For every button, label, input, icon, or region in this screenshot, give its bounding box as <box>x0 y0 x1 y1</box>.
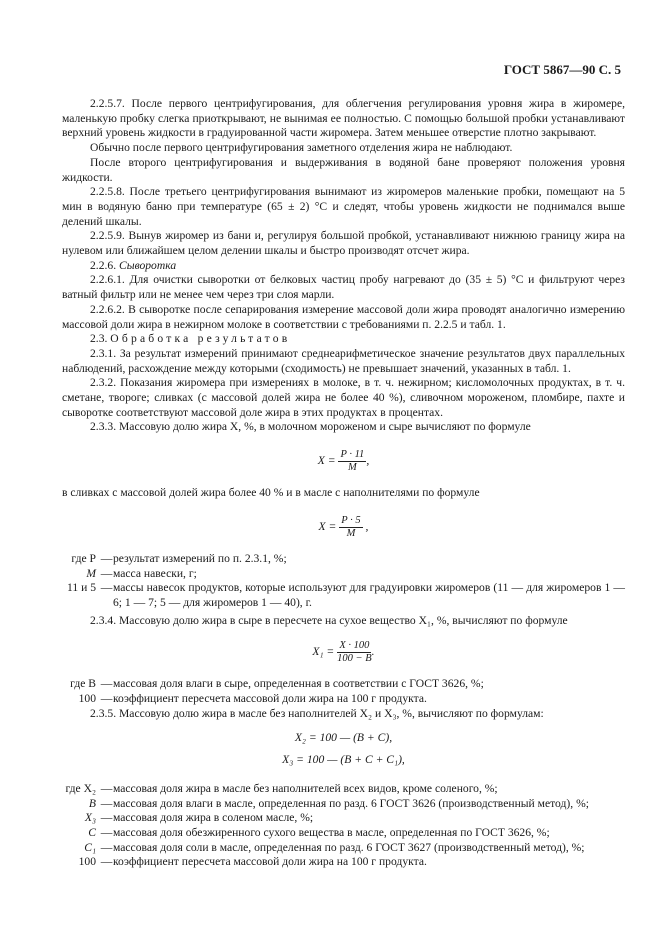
definition: масса навески, г; <box>113 566 197 580</box>
dash: — <box>100 551 113 565</box>
paragraph-2-2-5-7: 2.2.5.7. После первого центрифугирования, для облегчения регулирования уровня жира в жиромере, маленькую пробку слегка приоткрывают, не вынимая ее полностью. С помощью большой пробки устанавливают верхний уровень жидкости в градуированной части жиромера. Затем меньшее отверстие плотно закрывают. <box>62 97 625 140</box>
paragraph-2-3-2: 2.3.2. Показания жиромера при измерениях в молоке, в т. ч. нежирном; кисломолочных продуктах, в т. ч. сметане, твороге; сливках (с массовой долей жира не более 40 %), сливочном мороженом, пломбире, пахте и сыворотке соответствуют массовой доле жира в этих продуктах в процентах. <box>62 376 625 419</box>
formula-tail: , <box>366 454 370 468</box>
term: где B <box>70 677 96 691</box>
formula-lhs: X₁ = <box>312 645 335 659</box>
formula-tail: . <box>371 645 375 659</box>
paragraph-2-3-1: 2.3.1. За результат измерений принимают среднеарифметическое значение результатов двух параллельных наблюдений, расхождение между которыми (сходимость) не превышает значений, указанных в табл. 1. <box>62 346 625 375</box>
term: C₁ <box>84 840 96 854</box>
dash: — <box>100 677 113 691</box>
dash: — <box>100 811 113 825</box>
term: где X₂ <box>65 781 96 795</box>
section-number: 2.3. <box>90 332 108 346</box>
definition: массовая доля жира в соленом масле, %; <box>113 811 314 825</box>
section-number: 2.2.6. <box>90 258 117 272</box>
definition: массы навесок продуктов, которые используют для градуировки жиромеров (11 — для жиромеров 1 — 6; 1 — 7; 5 — для жиромеров 1 — 40), г. <box>113 581 625 609</box>
dash: — <box>100 840 113 854</box>
formula-3 <box>62 640 625 665</box>
formula-5: X₃ = 100 — (B + C + C₁), <box>282 753 405 767</box>
formula-tail: , <box>365 520 369 534</box>
definition: массовая доля влаги в сыре, определенная в соответствии с ГОСТ 3626, %; <box>113 677 484 691</box>
dash: — <box>100 826 113 840</box>
definition: массовая доля жира в масле без наполнителей всех видов, кроме соленого, %; <box>113 781 498 795</box>
paragraph-2-2-5-9: 2.2.5.9. Вынув жиромер из бани и, регулируя большой пробкой, устанавливают нижнюю границу жира на нулевом или ближайшем целом делении шкалы и быстро производят отсчет жира. <box>62 229 625 258</box>
where-list-2 <box>62 677 625 706</box>
term: 100 <box>78 855 96 869</box>
paragraph-2-3-4: 2.3.4. Массовую долю жира в сыре в пересчете на сухое вещество X₁, %, вычисляют по формуле <box>90 613 568 627</box>
definition: массовая доля влаги в масле, определенная по разд. 6 ГОСТ 3626 (производственный метод), %; <box>113 796 589 810</box>
term: C <box>88 826 96 840</box>
paragraph: После второго центрифугирования и выдерживания в водяной бане проверяют положения уровня жидкости. <box>62 155 625 184</box>
dash: — <box>100 796 113 810</box>
section-title: Обработка результатов <box>110 332 291 346</box>
paragraph-2-3-3: 2.3.3. Массовую долю жира X, %, в молочном мороженом и сыре вычисляют по формуле <box>90 420 531 434</box>
denominator: M <box>348 462 357 474</box>
formula-2 <box>62 515 625 540</box>
term: 11 и 5 <box>67 581 96 595</box>
dash: — <box>100 566 113 580</box>
paragraph-2-2-6-1: 2.2.6.1. Для очистки сыворотки от белковых частиц пробу нагревают до (35 ± 5) °С и фильтруют через ватный фильтр или не менее чем через три слоя марли. <box>62 273 625 302</box>
denominator: 100 − B <box>337 653 372 665</box>
fraction <box>337 640 372 665</box>
formula-1 <box>62 449 625 474</box>
definition: коэффициент пересчета массовой доли жира на 100 г продукта. <box>113 855 427 869</box>
numerator: P · 11 <box>340 449 365 461</box>
page-header: ГОСТ 5867—90 С. 5 <box>503 62 621 77</box>
numerator: P · 5 <box>341 514 361 526</box>
definition: результат измерений по п. 2.3.1, %; <box>113 551 287 565</box>
formula-4: X₂ = 100 — (B + C), <box>294 730 393 744</box>
where-list-3 <box>62 782 625 870</box>
dash: — <box>100 781 113 795</box>
paragraph-2-3-5: 2.3.5. Массовую долю жира в масле без наполнителей X₂ и X₃, %, вычисляют по формулам: <box>90 706 544 720</box>
paragraph: в сливках с массовой долей жира более 40 % и в масле с наполнителями по формуле <box>62 486 480 500</box>
section-heading-2-2-6 <box>62 259 625 274</box>
paragraph-2-2-5-8: 2.2.5.8. После третьего центрифугирования вынимают из жиромеров маленькие пробки, помещают на 5 мин в водяную баню при температуре (65 ± 2) °С и следят, чтобы уровень жидкости не поднимался выше делений шкалы. <box>62 185 625 228</box>
formula-lhs: X = <box>318 520 337 534</box>
section-title: Сыворотка <box>119 258 177 272</box>
term: M <box>86 566 96 580</box>
denominator: M <box>346 527 356 539</box>
document-body <box>62 97 625 870</box>
dash: — <box>100 692 113 706</box>
definition: массовая доля обезжиренного сухого вещества в масле, определенная по ГОСТ 3626, %; <box>113 826 550 840</box>
dash: — <box>100 855 113 869</box>
numerator: X · 100 <box>339 640 370 652</box>
definition: коэффициент пересчета массовой доли жира на 100 г продукта. <box>113 692 427 706</box>
formula-lhs: X = <box>317 454 336 468</box>
where-list-1 <box>62 552 625 611</box>
term: B <box>88 796 96 810</box>
term: X₃ <box>84 811 96 825</box>
fraction <box>339 515 362 540</box>
paragraph-2-2-6-2: 2.2.6.2. В сыворотке после сепарирования измерение массовой доли жира проводят аналогично измерению массовой доли жира в нежирном молоке в соответствии с требованиями п. 2.2.5 и табл. 1. <box>62 302 625 331</box>
term: где P <box>71 551 96 565</box>
fraction <box>338 449 366 474</box>
definition: массовая доля соли в масле, определенная по разд. 6 ГОСТ 3627 (производственный метод), %; <box>113 840 585 854</box>
dash: — <box>100 581 113 595</box>
term: 100 <box>78 692 96 706</box>
section-heading-2-3 <box>62 332 625 347</box>
paragraph: Обычно после первого центрифугирования заметного отделения жира не наблюдают. <box>90 141 513 155</box>
